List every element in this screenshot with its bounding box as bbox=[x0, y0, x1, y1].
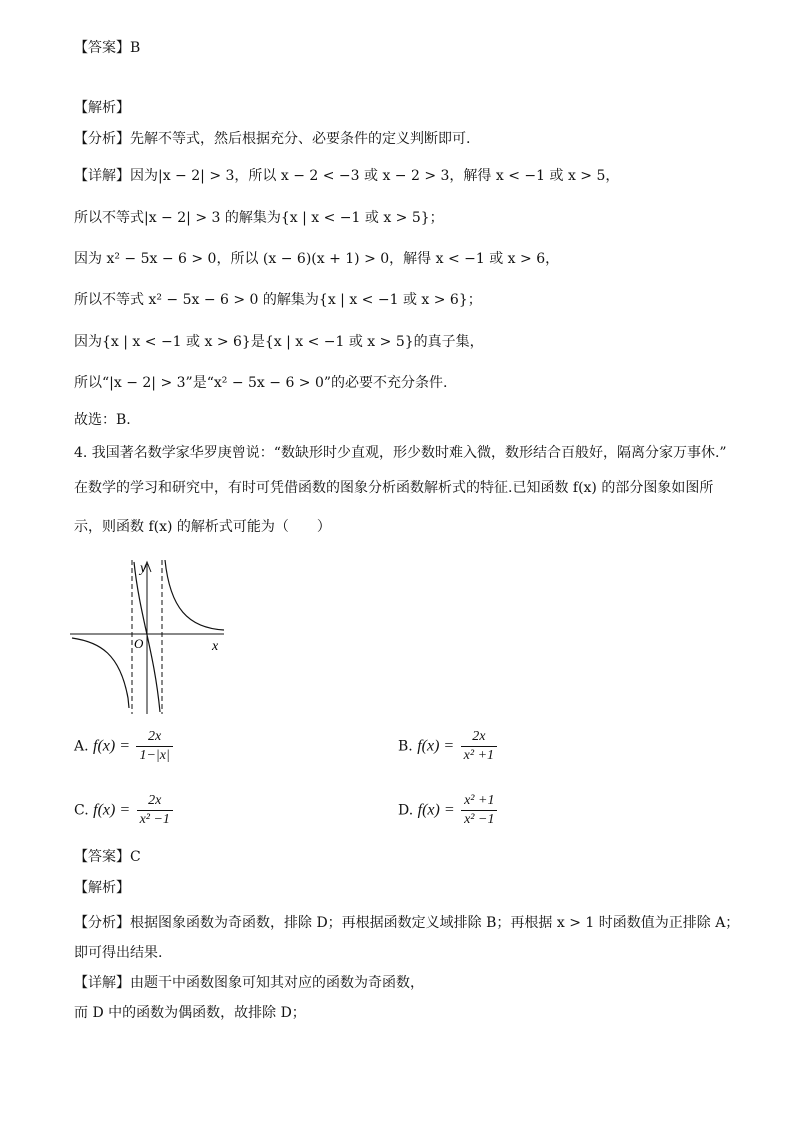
analysis-summary: 【分析】先解不等式，然后根据充分、必要条件的定义判断即可. bbox=[74, 131, 471, 147]
detail-line-2-1: 【详解】由题干中函数图象可知其对应的函数为奇函数， bbox=[74, 975, 424, 991]
analysis-summary-2-cont: 即可得出结果. bbox=[74, 945, 163, 961]
detail-line-2-2: 而 D 中的函数为偶函数，故排除 D； bbox=[74, 1005, 306, 1021]
y-label: y bbox=[140, 561, 147, 576]
origin-label: O bbox=[134, 636, 144, 651]
option-d-numerator: x² +1 bbox=[461, 792, 497, 811]
function-graph bbox=[70, 558, 230, 718]
x-label: x bbox=[212, 639, 219, 654]
option-b-fraction bbox=[461, 728, 497, 765]
option-a[interactable] bbox=[74, 728, 175, 765]
detail-line-6: 所以“|x − 2| > 3”是“x² − 5x − 6 > 0”的必要不充分条件. bbox=[74, 375, 448, 391]
detail-line-1: 【详解】因为|x − 2| > 3，所以 x − 2 < −3 或 x − 2 > 3，解得 x < −1 或 x > 5， bbox=[74, 168, 620, 184]
analysis-summary-2: 【分析】根据图象函数为奇函数，排除 D；再根据函数定义域排除 B；再根据 x > 1 时函数值为正排除 A； bbox=[74, 915, 740, 931]
analysis-heading: 【解析】 bbox=[74, 100, 130, 116]
option-c-numerator: 2x bbox=[137, 792, 173, 811]
option-b-lhs: f(x) = bbox=[417, 737, 455, 755]
option-c[interactable] bbox=[74, 792, 175, 829]
answer-line-2: 【答案】C bbox=[74, 849, 141, 865]
option-b-letter: B. bbox=[398, 738, 413, 755]
question-4-line-2: 在数学的学习和研究中，有时可凭借函数的图象分析函数解析式的特征.已知函数 f(x) 的部分图象如图所 bbox=[74, 480, 714, 496]
option-a-fraction bbox=[136, 728, 172, 765]
option-a-numerator: 2x bbox=[136, 728, 172, 747]
option-b[interactable] bbox=[398, 728, 499, 765]
option-a-letter: A. bbox=[74, 738, 89, 755]
detail-line-3: 因为 x² − 5x − 6 > 0，所以 (x − 6)(x + 1) > 0，解得 x < −1 或 x > 6， bbox=[74, 251, 560, 267]
option-d-letter: D. bbox=[398, 802, 414, 819]
option-d-lhs: f(x) = bbox=[417, 801, 455, 819]
option-c-fraction bbox=[137, 792, 173, 829]
option-c-letter: C. bbox=[74, 802, 89, 819]
option-d-denominator: x² −1 bbox=[464, 812, 495, 827]
option-c-lhs: f(x) = bbox=[93, 801, 131, 819]
option-c-denominator: x² −1 bbox=[139, 812, 170, 827]
choose-line: 故选：B. bbox=[74, 412, 131, 428]
detail-line-4: 所以不等式 x² − 5x − 6 > 0 的解集为{x | x < −1 或 x > 6}； bbox=[74, 292, 482, 308]
question-4-line-3: 示，则函数 f(x) 的解析式可能为（ ） bbox=[74, 519, 331, 535]
detail-line-5: 因为{x | x < −1 或 x > 6}是{x | x < −1 或 x > 5}的真子集， bbox=[74, 334, 484, 350]
option-b-numerator: 2x bbox=[461, 728, 497, 747]
option-d-fraction bbox=[461, 792, 497, 829]
detail-line-2: 所以不等式|x − 2| > 3 的解集为{x | x < −1 或 x > 5}； bbox=[74, 210, 444, 226]
option-b-denominator: x² +1 bbox=[463, 748, 495, 763]
option-a-denominator: 1−|x| bbox=[139, 748, 170, 763]
analysis-heading-2: 【解析】 bbox=[74, 880, 130, 896]
question-4-line-1: 4. 我国著名数学家华罗庚曾说：“数缺形时少直观，形少数时难入微，数形结合百般好，隔离分家万事休.” bbox=[74, 445, 727, 461]
answer-line: 【答案】B bbox=[74, 40, 141, 56]
curve-right bbox=[165, 560, 224, 630]
option-a-lhs: f(x) = bbox=[93, 737, 131, 755]
option-d[interactable] bbox=[398, 792, 499, 829]
curve-left bbox=[72, 638, 129, 708]
